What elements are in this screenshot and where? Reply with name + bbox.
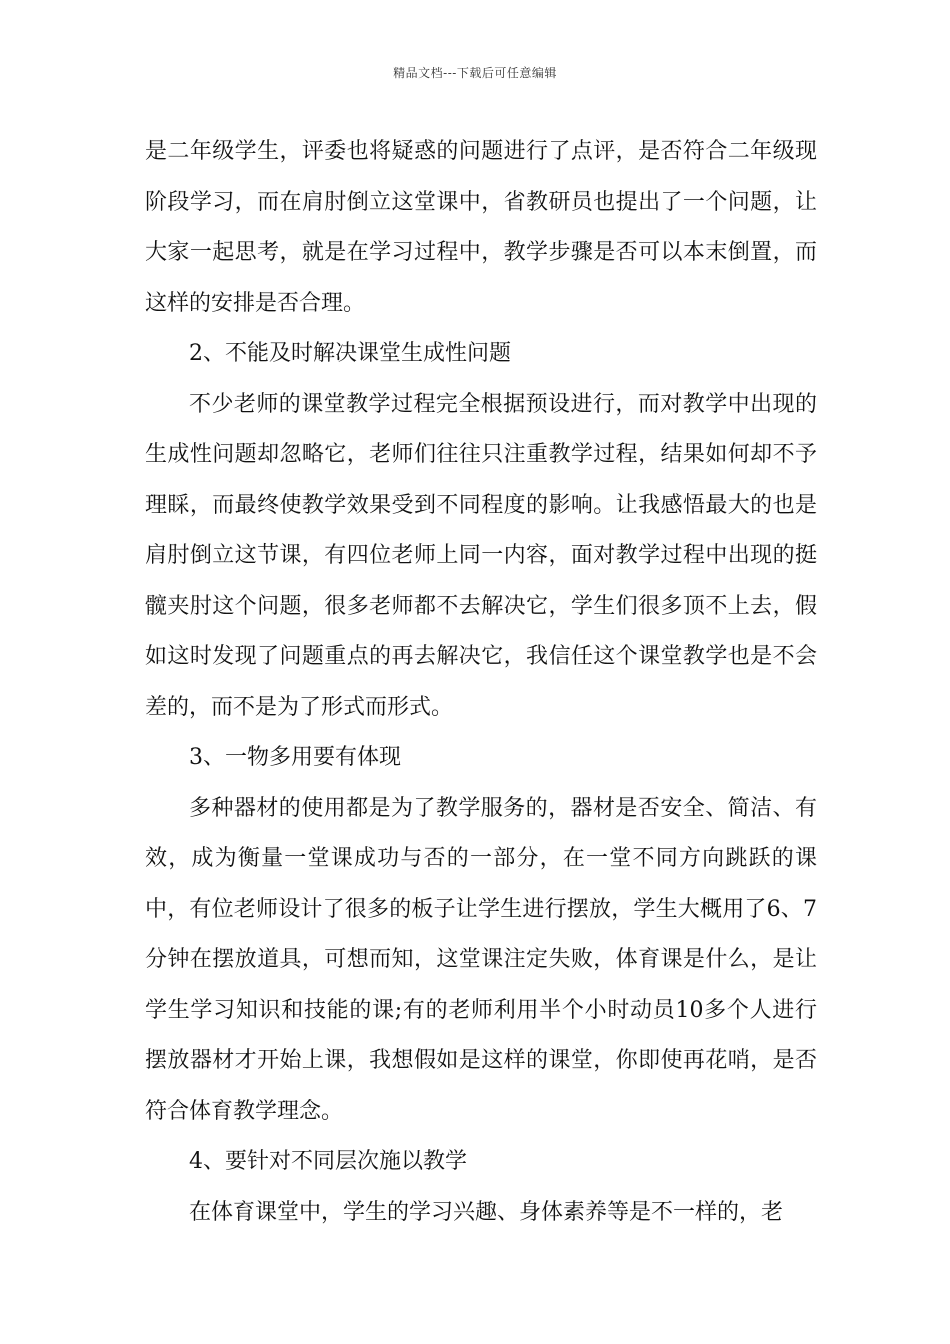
section-heading-2: 2、不能及时解决课堂生成性问题 [189,341,511,366]
section-heading-4: 4、要针对不同层次施以教学 [189,1149,467,1174]
paragraph-continuation: 是二年级学生，评委也将疑惑的问题进行了点评，是否符合二年级现阶段学习，而在肩肘倒立这堂课中，省教研员也提出了一个问题，让大家一起思考，就是在学习过程中，教学步骤是否可以本末倒置，而这样的安排是否合理。 [145,139,817,316]
paragraph-section-2: 不少老师的课堂教学过程完全根据预设进行，而对教学中出现的生成性问题却忽略它，老师们往往只注重教学过程，结果如何却不予理睬，而最终使教学效果受到不同程度的影响。让我感悟最大的也是肩肘倒立这节课，有四位老师上同一内容，面对教学过程中出现的挺髋夹肘这个问题，很多老师都不去解决它，学生们很多顶不上去，假如这时发现了问题重点的再去解决它，我信任这个课堂教学也是不会差的，而不是为了形式而形式。 [145,391,817,720]
paragraph-section-3: 多种器材的使用都是为了教学服务的，器材是否安全、简洁、有效，成为衡量一堂课成功与否的一部分，在一堂不同方向跳跃的课中，有位老师设计了很多的板子让学生进行摆放，学生大概用了6、7分钟在摆放道具，可想而知，这堂课注定失败，体育课是什么，是让学生学习知识和技能的课;有的老师利用半个小时动员10多个人进行摆放器材才开始上课，我想假如是这样的课堂，你即使再花哨，是否符合体育教学理念。 [145,795,817,1124]
section-heading-3: 3、一物多用要有体现 [189,745,401,770]
page-header: 精品文档---下载后可任意编辑 [393,66,557,80]
document-body [145,127,817,1238]
paragraph-section-4: 在体育课堂中，学生的学习兴趣、身体素养等是不一样的，老 [189,1199,784,1225]
